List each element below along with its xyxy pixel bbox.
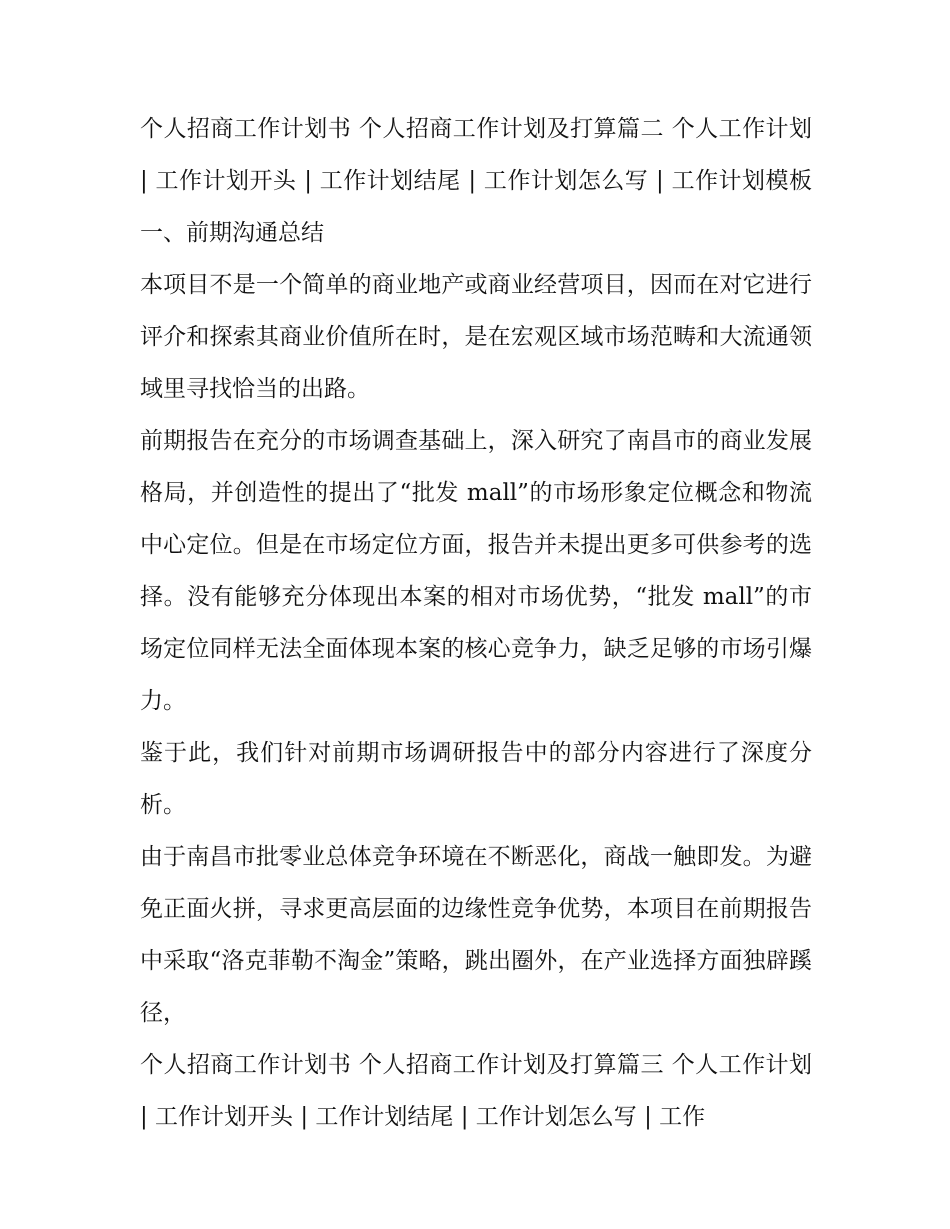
paragraph-preliminary-report: 前期报告在充分的市场调查基础上，深入研究了南昌市的商业发展格局，并创造性的提出了“批发 mall”的市场形象定位概念和物流中心定位。但是在市场定位方面，报告并未提出更多可供参考的选择。没有能够充分体现出本案的相对市场优势，“批发 mall”的市场定位同样无法全面体现本案的核心竞争力，缺乏足够的市场引爆力。 — [140, 428, 812, 714]
paragraph-plan-part-three: 个人招商工作计划书 个人招商工作计划及打算篇三 个人工作计划 | 工作计划开头 | 工作计划结尾 | 工作计划怎么写 | 工作 — [140, 1052, 812, 1130]
document-body — [140, 103, 812, 1143]
paragraph-intro: 个人招商工作计划书 个人招商工作计划及打算篇二 个人工作计划 | 工作计划开头 | 工作计划结尾 | 工作计划怎么写 | 工作计划模板 一、前期沟通总结 — [140, 116, 812, 246]
paragraph-project-overview: 本项目不是一个简单的商业地产或商业经营项目，因而在对它进行评介和探索其商业价值所在时，是在宏观区域市场范畴和大流通领域里寻找恰当的出路。 — [140, 272, 812, 402]
paragraph-competition: 由于南昌市批零业总体竞争环境在不断恶化，商战一触即发。为避免正面火拼，寻求更高层面的边缘性竞争优势，本项目在前期报告中采取“洛克菲勒不淘金”策略，跳出圈外，在产业选择方面独辟蹊径， — [140, 844, 812, 1026]
paragraph-analysis: 鉴于此，我们针对前期市场调研报告中的部分内容进行了深度分析。 — [140, 740, 812, 818]
